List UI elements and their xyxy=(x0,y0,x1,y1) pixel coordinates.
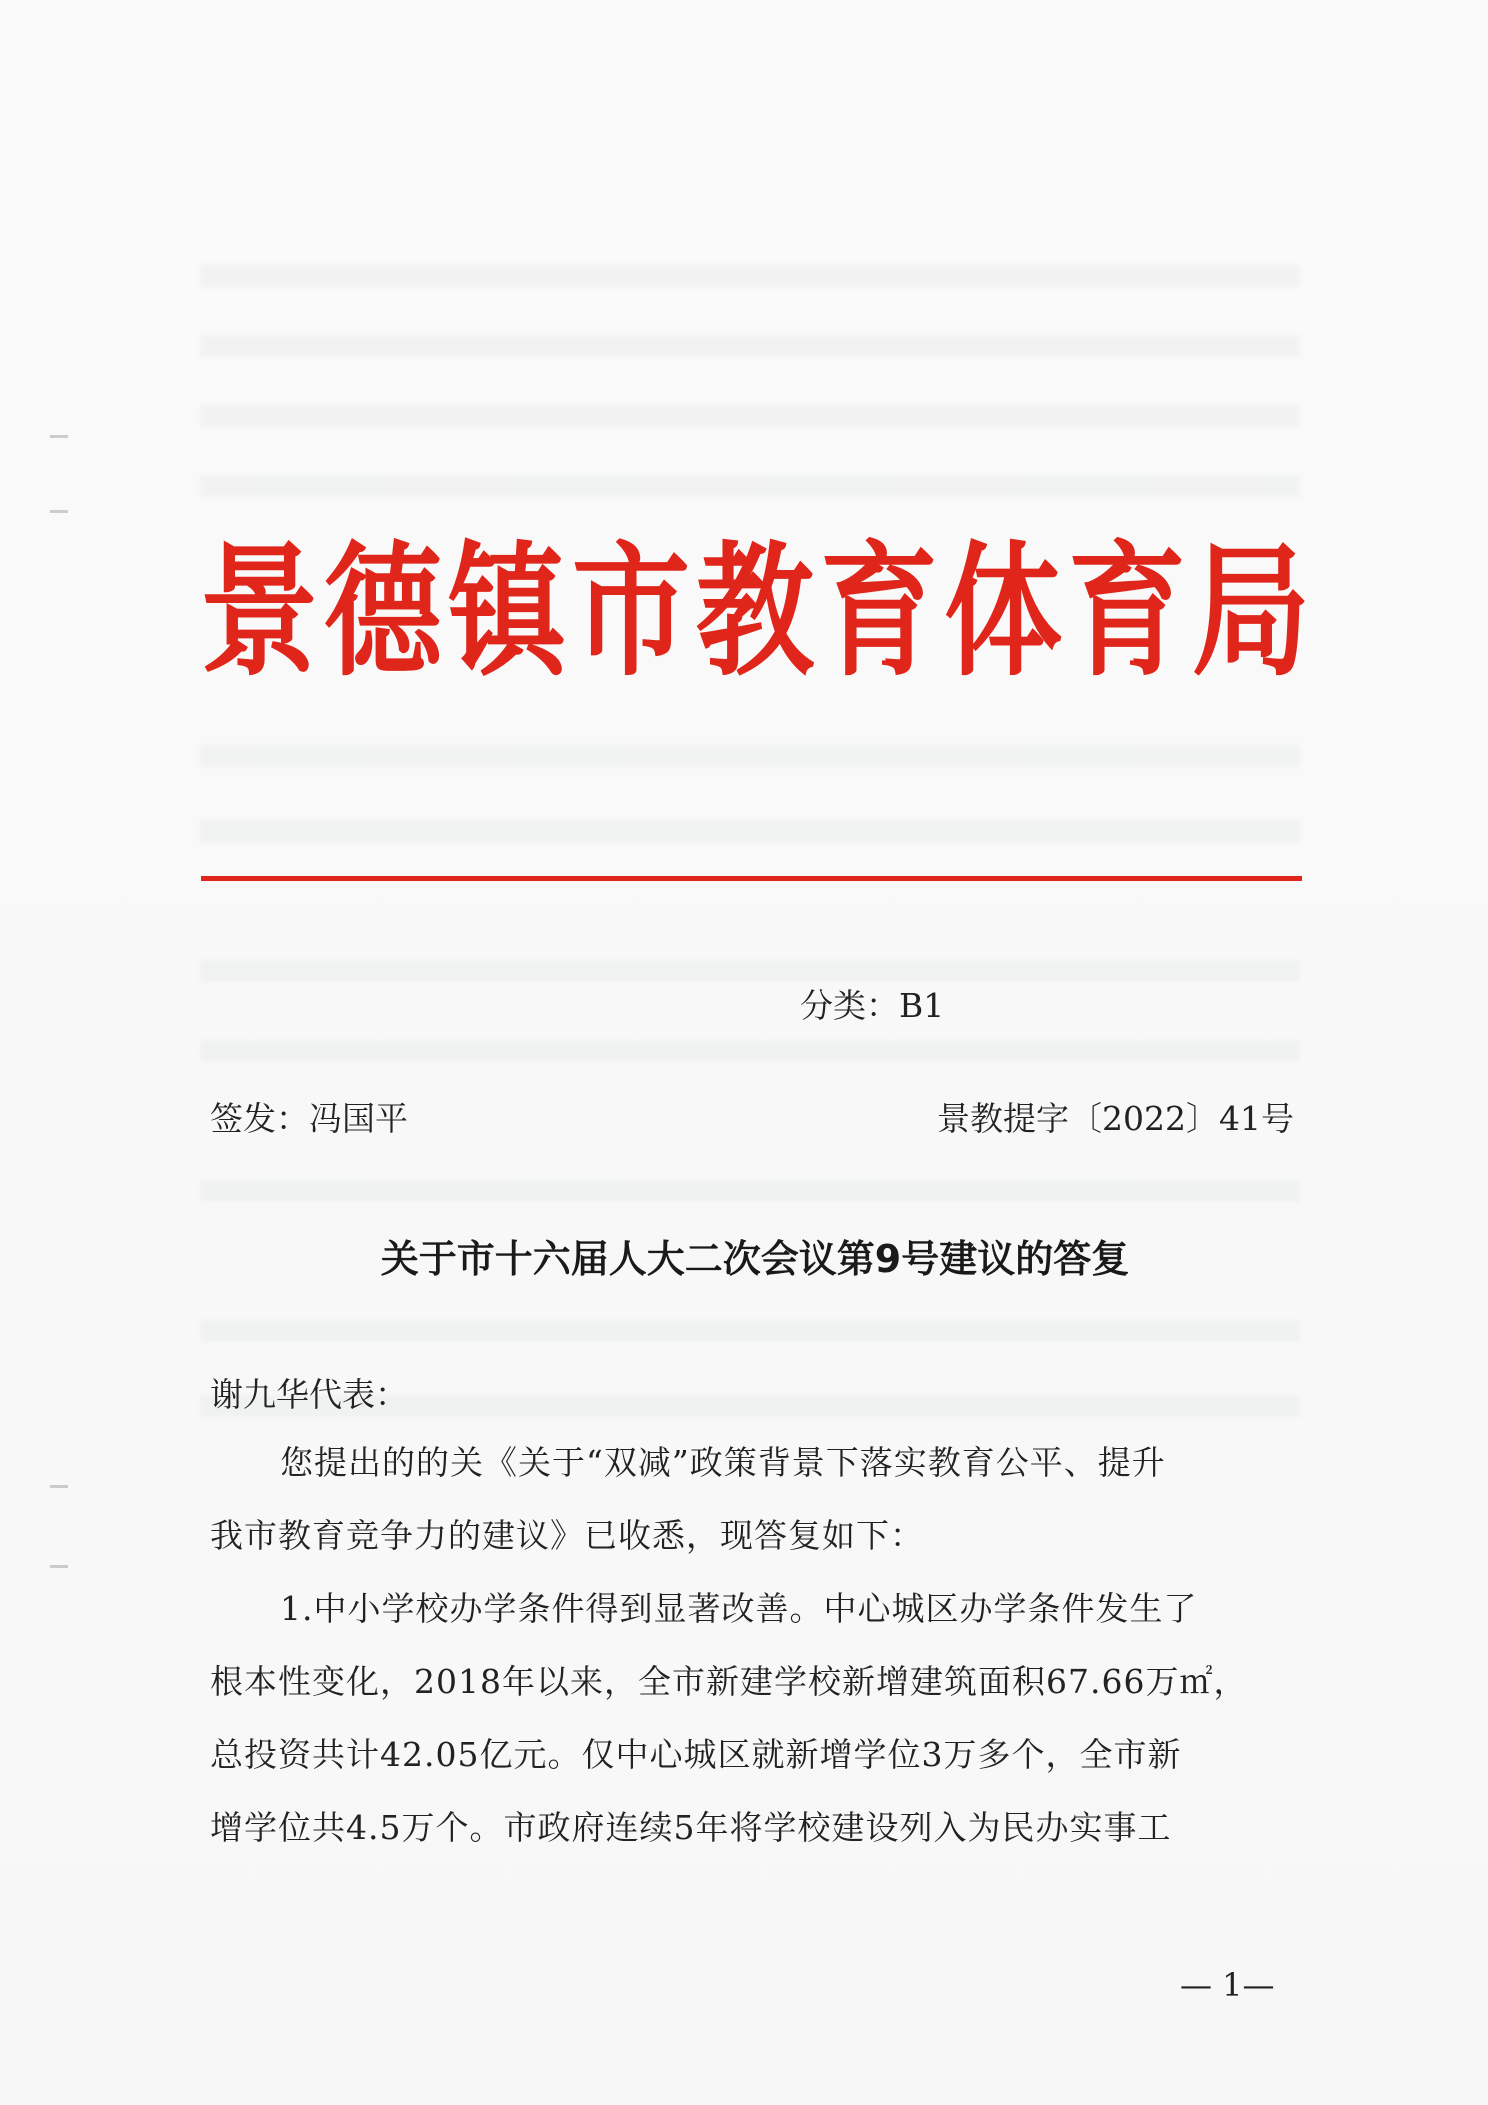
binding-mark xyxy=(50,510,68,513)
show-through xyxy=(200,820,1300,842)
body-line: 增学位共4.5万个。市政府连续5年将学校建设列入为民办实事工 xyxy=(210,1808,1172,1847)
body-line: 1.中小学校办学条件得到显著改善。中心城区办学条件发生了 xyxy=(280,1589,1198,1628)
show-through xyxy=(200,1180,1300,1202)
document-title: 关于市十六届人大二次会议第9号建议的答复 xyxy=(380,1237,1130,1281)
binding-mark xyxy=(50,1565,68,1568)
page-number: — 1— xyxy=(1180,1966,1275,2004)
red-separator-rule xyxy=(201,876,1302,881)
show-through xyxy=(200,745,1300,767)
binding-mark xyxy=(50,435,68,438)
salutation: 谢九华代表： xyxy=(210,1375,408,1414)
show-through xyxy=(200,405,1300,427)
letterhead-title: 景德镇市教育体育局 xyxy=(200,527,1317,696)
classification-label: 分类：B1 xyxy=(800,986,945,1025)
body-line: 您提出的的关《关于“双减”政策背景下落实教育公平、提升 xyxy=(280,1443,1166,1482)
binding-mark xyxy=(50,1485,68,1488)
body-line: 总投资共计42.05亿元。仅中心城区就新增学位3万多个，全市新 xyxy=(210,1735,1182,1774)
body-line: 根本性变化，2018年以来，全市新建学校新增建筑面积67.66万㎡， xyxy=(210,1662,1248,1701)
document-number: 景教提字〔2022〕41号 xyxy=(937,1099,1294,1138)
body-line: 我市教育竞争力的建议》已收悉，现答复如下： xyxy=(210,1516,924,1555)
show-through xyxy=(200,1320,1300,1342)
signer-label: 签发：冯国平 xyxy=(210,1099,408,1138)
show-through xyxy=(200,335,1300,357)
show-through xyxy=(200,960,1300,982)
show-through xyxy=(200,1040,1300,1062)
show-through xyxy=(200,265,1300,287)
show-through xyxy=(200,475,1300,497)
